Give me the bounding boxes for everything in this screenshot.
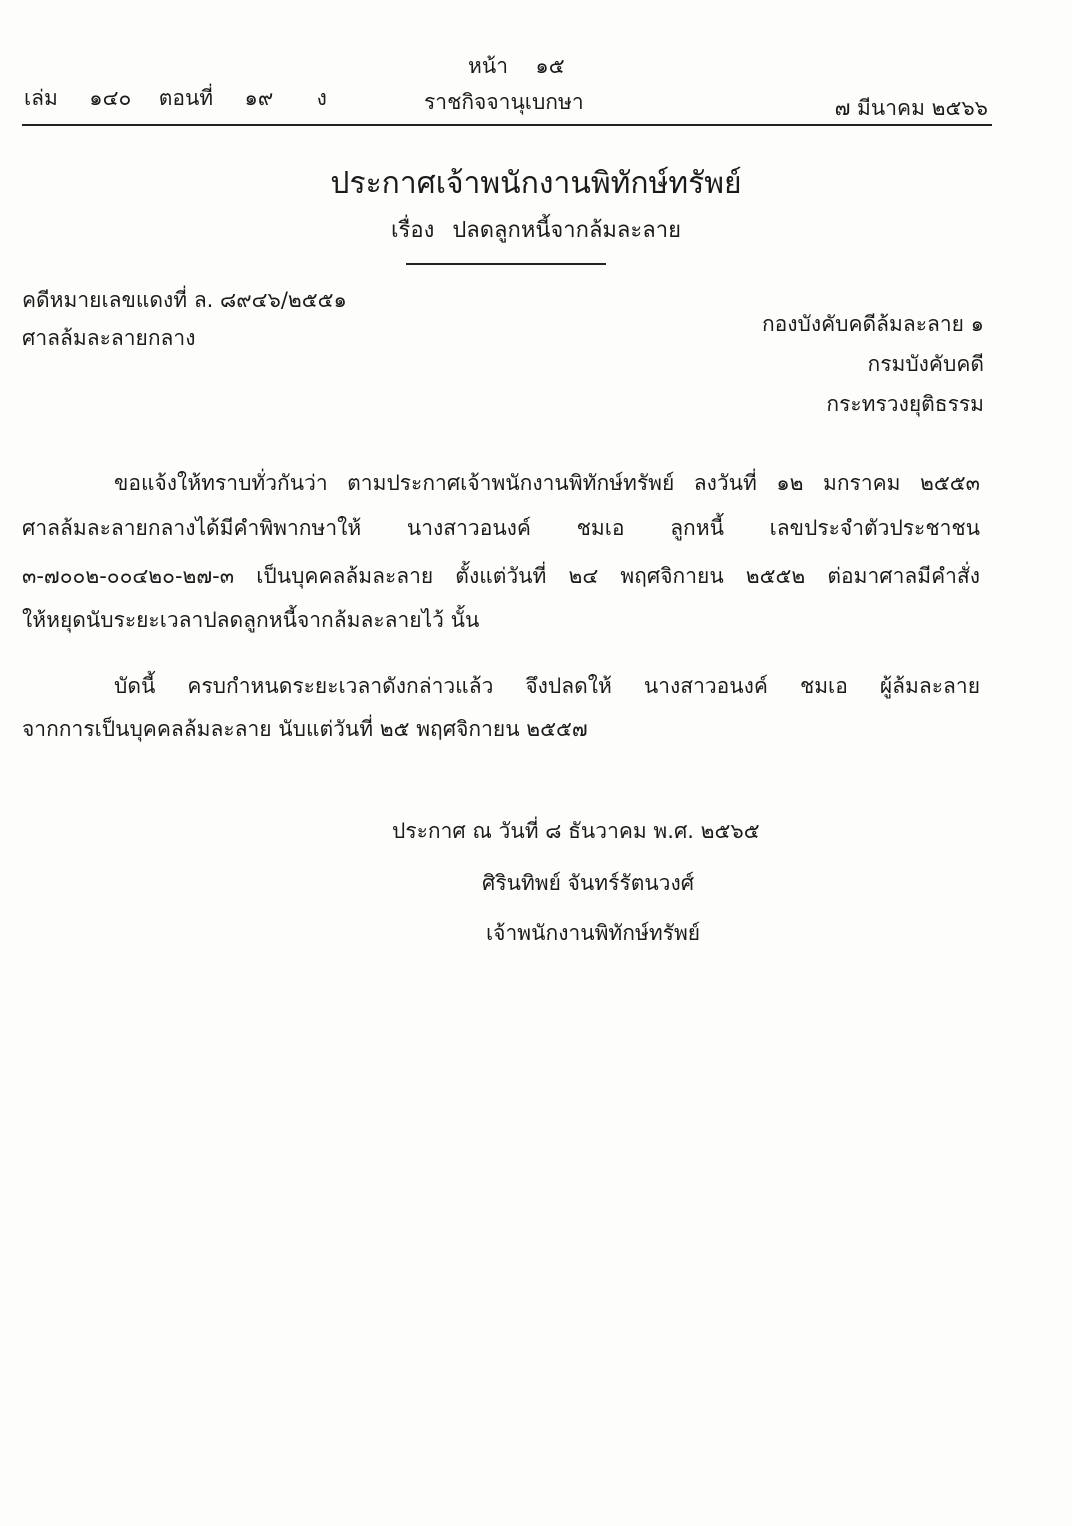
section-label: ตอนที่ xyxy=(158,86,214,110)
signer-position: เจ้าพนักงานพิทักษ์ทรัพย์ xyxy=(486,921,701,945)
subject-label: เรื่อง xyxy=(391,218,435,243)
paragraph-1-line-2: ศาลล้มละลายกลางได้มีคำพิพากษาให้ นางสาวอนงค์ ชมเอ ลูกหนี้ เลขประจำตัวประชาชน xyxy=(22,516,980,540)
court-name: ศาลล้มละลายกลาง xyxy=(22,326,196,350)
case-number: คดีหมายเลขแดงที่ ล. ๘๙๔๖/๒๕๕๑ xyxy=(22,288,347,312)
signer-name: ศิรินทิพย์ จันทร์รัตนวงศ์ xyxy=(482,871,695,895)
announcement-title: ประกาศเจ้าพนักงานพิทักษ์ทรัพย์ xyxy=(330,166,742,201)
announcement-subject xyxy=(0,212,1072,247)
header-rule xyxy=(22,124,992,126)
office-ministry: กระทรวงยุติธรรม xyxy=(826,392,984,416)
paragraph-1-line-4: ให้หยุดนับระยะเวลาปลดลูกหนี้จากล้มละลายไว้ นั้น xyxy=(22,608,480,632)
paragraph-1-line-1: ขอแจ้งให้ทราบทั่วกันว่า ตามประกาศเจ้าพนักงานพิทักษ์ทรัพย์ ลงวันที่ ๑๒ มกราคม ๒๕๕๓ xyxy=(114,471,980,495)
subject-text: ปลดลูกหนี้จากล้มละลาย xyxy=(452,218,681,243)
section-type: ง xyxy=(316,86,327,110)
paragraph-2-line-2: จากการเป็นบุคคลล้มละลาย นับแต่วันที่ ๒๕ พฤศจิกายน ๒๕๕๗ xyxy=(22,717,588,741)
page-number: ๑๕ xyxy=(535,54,565,78)
publication-name: ราชกิจจานุเบกษา xyxy=(424,90,584,114)
paragraph-2-line-1: บัดนี้ ครบกำหนดระยะเวลาดังกล่าวแล้ว จึงปลดให้ นางสาวอนงค์ ชมเอ ผู้ล้มละลาย xyxy=(114,674,980,698)
office-department: กรมบังคับคดี xyxy=(867,352,984,376)
volume-info xyxy=(24,82,327,115)
page-label: หน้า xyxy=(468,54,508,78)
volume-label: เล่ม xyxy=(24,86,58,110)
title-rule xyxy=(406,263,606,265)
announcement-date: ประกาศ ณ วันที่ ๘ ธันวาคม พ.ศ. ๒๕๖๕ xyxy=(392,819,760,843)
section-number: ๑๙ xyxy=(244,86,274,110)
page-number-line xyxy=(468,50,565,83)
office-division: กองบังคับคดีล้มละลาย ๑ xyxy=(761,312,984,336)
header-date: ๗ มีนาคม ๒๕๖๖ xyxy=(834,96,988,120)
paragraph-1-line-3: ๓-๗๐๐๒-๐๐๔๒๐-๒๗-๓ เป็นบุคคลล้มละลาย ตั้งแต่วันที่ ๒๔ พฤศจิกายน ๒๕๕๒ ต่อมาศาลมีคำสั่ง xyxy=(22,564,980,588)
volume-number: ๑๔๐ xyxy=(89,86,132,110)
